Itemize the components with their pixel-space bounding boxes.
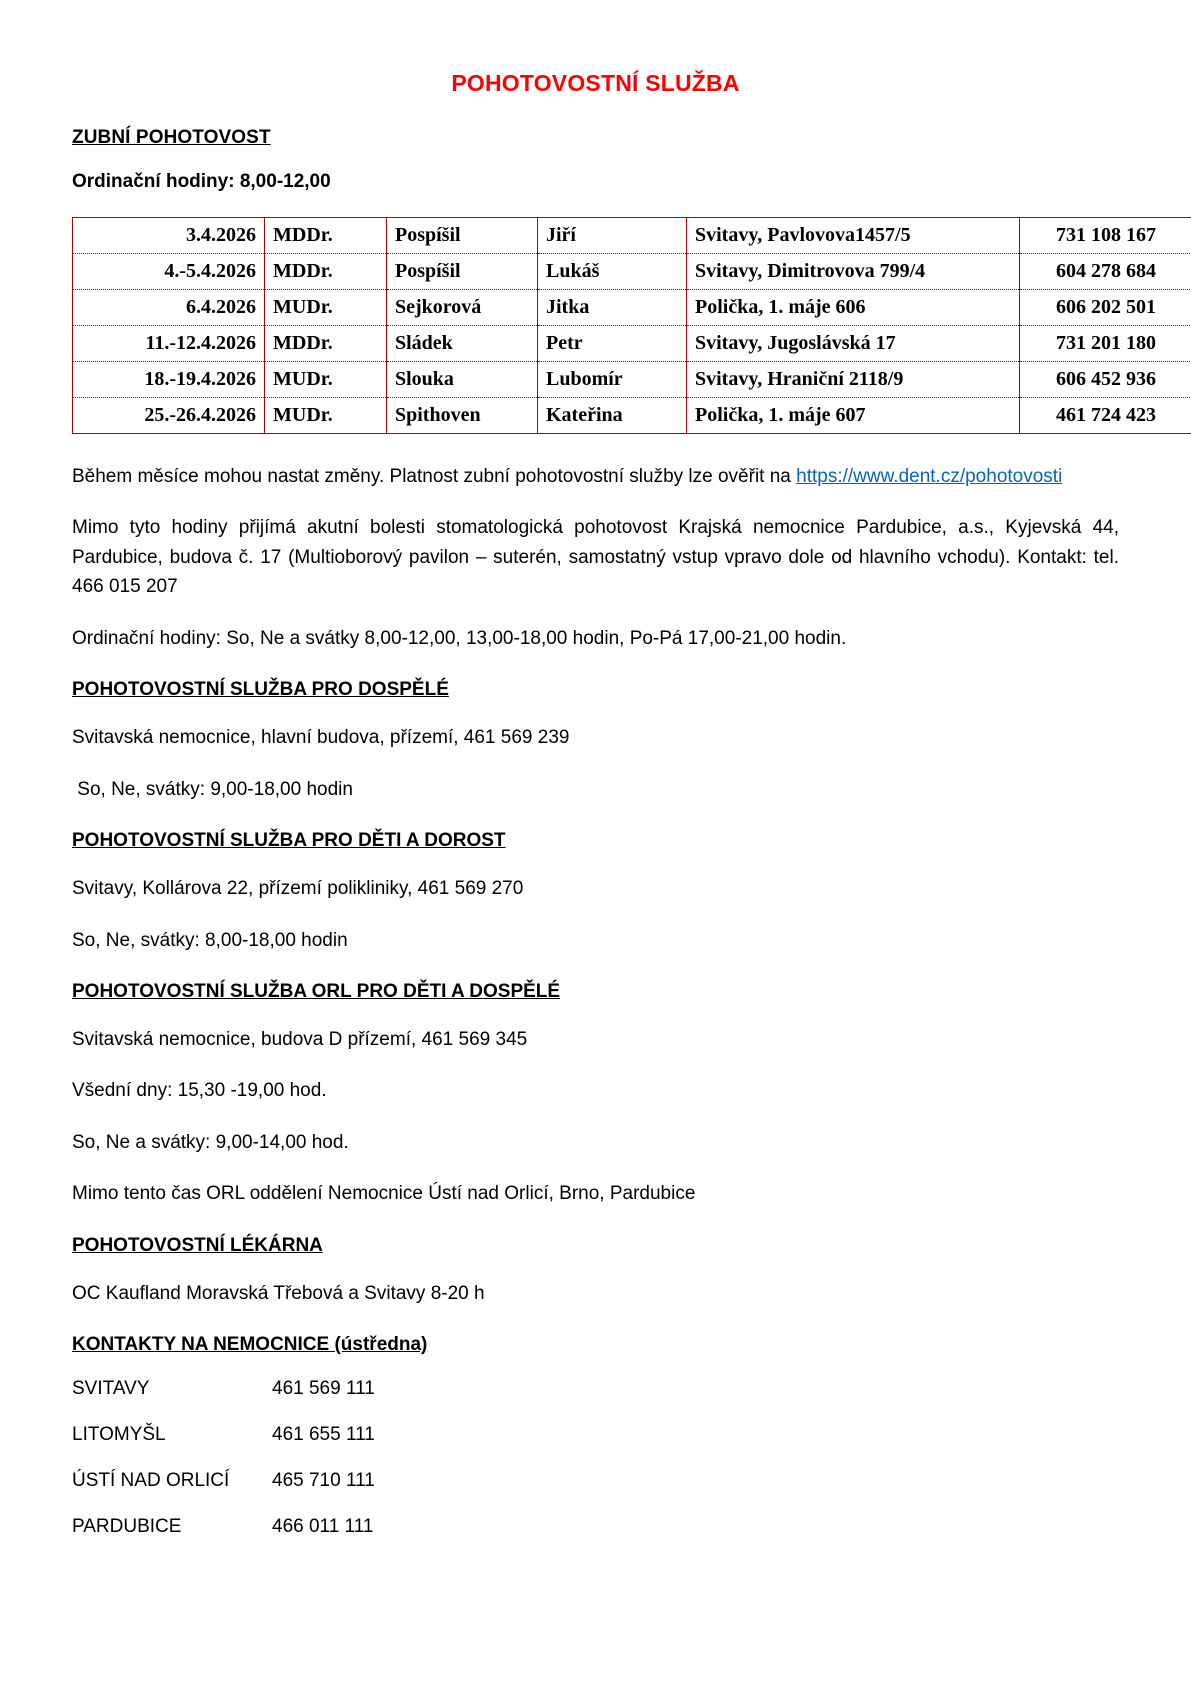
section-heading-adults: POHOTOVOSTNÍ SLUŽBA PRO DOSPĚLÉ [72, 679, 449, 701]
hospital-name: PARDUBICE [72, 1516, 182, 1538]
hospital-name: SVITAVY [72, 1378, 150, 1400]
cell-titul: MUDr. [265, 290, 387, 326]
cell-date: 25.-26.4.2026 [73, 398, 265, 434]
cell-surname: Pospíšil [387, 254, 538, 290]
cell-titul: MUDr. [265, 398, 387, 434]
cell-surname: Sejkorová [387, 290, 538, 326]
cell-phone: 604 278 684 [1020, 254, 1191, 290]
hospital-phone: 466 011 111 [272, 1516, 374, 1538]
page-title: POHOTOVOSTNÍ SLUŽBA [451, 70, 740, 96]
section-heading-pharmacy: POHOTOVOSTNÍ LÉKÁRNA [72, 1234, 323, 1256]
table-row [73, 254, 1191, 290]
table-row [73, 326, 1191, 362]
cell-address: Svitavy, Hraniční 2118/9 [687, 362, 1020, 398]
cell-firstname: Petr [538, 326, 687, 362]
adults-hours: So, Ne, svátky: 9,00-18,00 hodin [72, 778, 353, 800]
orl-alternative-note: Mimo tento čas ORL oddělení Nemocnice Ústí nad Orlicí, Brno, Pardubice [72, 1183, 696, 1205]
dental-duty-table-body [73, 218, 1191, 434]
dental-duty-table [72, 217, 1191, 434]
cell-date: 4.-5.4.2026 [73, 254, 265, 290]
cell-firstname: Jitka [538, 290, 687, 326]
section-heading-hospitals: KONTAKTY NA NEMOCNICE (ústředna) [72, 1334, 428, 1356]
cell-titul: MDDr. [265, 254, 387, 290]
hospital-phone: 465 710 111 [272, 1470, 375, 1492]
cell-date: 6.4.2026 [73, 290, 265, 326]
cell-address: Svitavy, Jugoslávská 17 [687, 326, 1020, 362]
section-heading-children: POHOTOVOSTNÍ SLUŽBA PRO DĚTI A DOROST [72, 830, 506, 852]
dent-cz-link[interactable]: https://www.dent.cz/pohotovosti [796, 466, 1063, 487]
cell-firstname: Lubomír [538, 362, 687, 398]
hospital-contacts-list [72, 1378, 1119, 1538]
orl-weekday-hours: Všední dny: 15,30 -19,00 hod. [72, 1080, 327, 1102]
orl-weekend-hours: So, Ne a svátky: 9,00-14,00 hod. [72, 1131, 349, 1153]
cell-phone: 731 108 167 [1020, 218, 1191, 254]
orl-location: Svitavská nemocnice, budova D přízemí, 461 569 345 [72, 1028, 528, 1050]
cell-date: 18.-19.4.2026 [73, 362, 265, 398]
cell-titul: MDDr. [265, 218, 387, 254]
cell-phone: 731 201 180 [1020, 326, 1191, 362]
section-heading-orl: POHOTOVOSTNÍ SLUŽBA ORL PRO DĚTI A DOSPĚLÉ [72, 980, 561, 1002]
hospital-phone: 461 569 111 [272, 1378, 375, 1400]
cell-surname: Pospíšil [387, 218, 538, 254]
table-row [73, 398, 1191, 434]
cell-surname: Spithoven [387, 398, 538, 434]
list-item [72, 1378, 1119, 1400]
cell-phone: 606 202 501 [1020, 290, 1191, 326]
hospital-phone: 461 655 111 [272, 1424, 375, 1446]
cell-address: Polička, 1. máje 607 [687, 398, 1020, 434]
cell-titul: MDDr. [265, 326, 387, 362]
children-location: Svitavy, Kollárova 22, přízemí polikliniky, 461 569 270 [72, 878, 524, 900]
adults-location: Svitavská nemocnice, hlavní budova, přízemí, 461 569 239 [72, 727, 570, 749]
cell-firstname: Lukáš [538, 254, 687, 290]
cell-titul: MUDr. [265, 362, 387, 398]
dental-pardubice-hours: Ordinační hodiny: So, Ne a svátky 8,00-12,00, 13,00-18,00 hodin, Po-Pá 17,00-21,00 hodin. [72, 627, 847, 649]
list-item [72, 1470, 1119, 1492]
cell-surname: Sládek [387, 326, 538, 362]
list-item [72, 1516, 1119, 1538]
hospital-name: LITOMYŠL [72, 1424, 166, 1446]
children-hours: So, Ne, svátky: 8,00-18,00 hodin [72, 929, 348, 951]
cell-address: Polička, 1. máje 606 [687, 290, 1020, 326]
cell-date: 11.-12.4.2026 [73, 326, 265, 362]
section-heading-dental: ZUBNÍ POHOTOVOST [72, 127, 271, 148]
cell-phone: 606 452 936 [1020, 362, 1191, 398]
dental-validity-note [72, 462, 1119, 491]
pharmacy-location: OC Kaufland Moravská Třebová a Svitavy 8-20 h [72, 1282, 485, 1304]
list-item [72, 1424, 1119, 1446]
cell-surname: Slouka [387, 362, 538, 398]
cell-firstname: Jiří [538, 218, 687, 254]
cell-date: 3.4.2026 [73, 218, 265, 254]
cell-firstname: Kateřina [538, 398, 687, 434]
hospital-name: ÚSTÍ NAD ORLICÍ [72, 1470, 230, 1492]
table-row [73, 290, 1191, 326]
table-row [73, 218, 1191, 254]
dental-validity-text: Během měsíce mohou nastat změny. Platnost zubní pohotovostní služby lze ověřit na [72, 466, 797, 487]
cell-address: Svitavy, Pavlovova1457/5 [687, 218, 1020, 254]
dental-pardubice-paragraph: Mimo tyto hodiny přijímá akutní bolesti stomatologická pohotovost Krajská nemocnice Pardubice, a.s., Kyjevská 44, Pardubice, budova č. 17 (Multioborový pavilon – suterén, samostatný vstup vpravo dole od hlavního vchodu). Kontakt: tel. 466 015 207 [72, 517, 1119, 598]
cell-address: Svitavy, Dimitrovova 799/4 [687, 254, 1020, 290]
cell-phone: 461 724 423 [1056, 404, 1156, 426]
table-row [73, 362, 1191, 398]
dental-hours-label: Ordinační hodiny: 8,00-12,00 [72, 171, 331, 192]
